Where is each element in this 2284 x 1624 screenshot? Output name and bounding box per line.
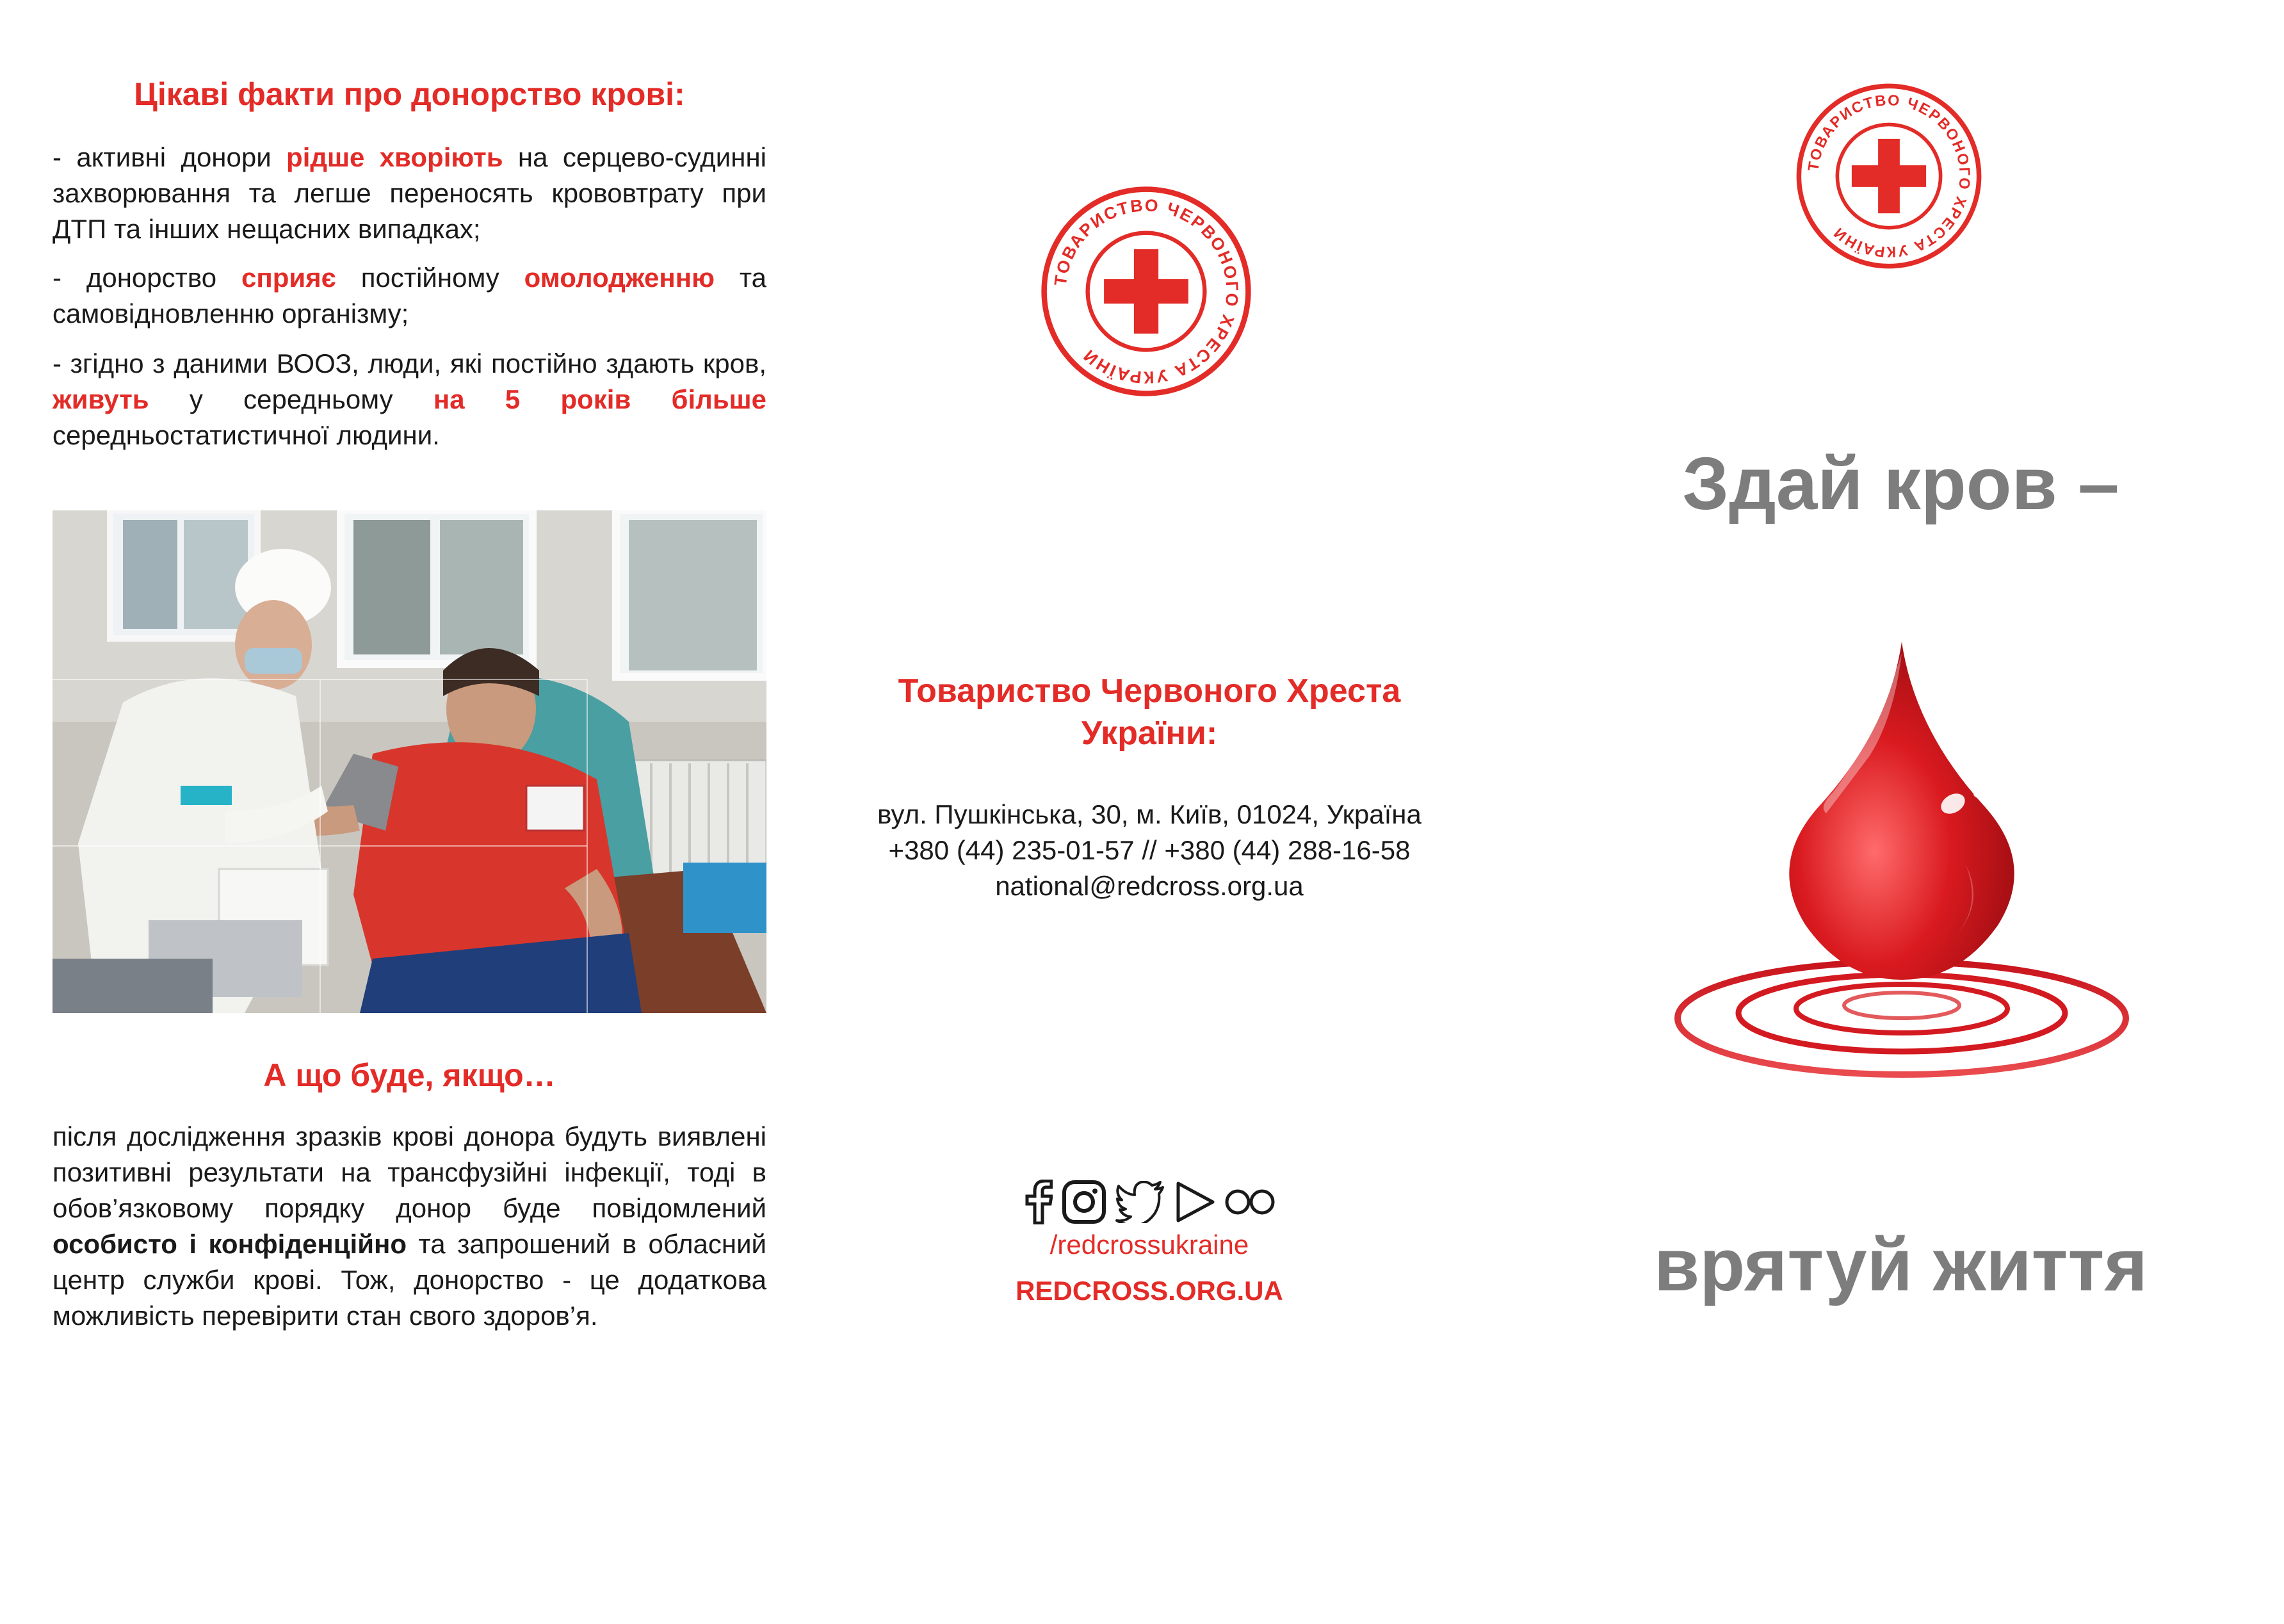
fact-1-highlight: рідше хворіють bbox=[286, 142, 503, 172]
org-title-line2: України: bbox=[1081, 715, 1218, 752]
fact-3-highlight-2: на 5 років більше bbox=[433, 384, 767, 414]
fact-3-text-c: у середньому bbox=[149, 384, 433, 414]
red-cross-stamp-icon bbox=[1793, 80, 1985, 272]
title-line1: Здай кров – bbox=[1682, 442, 2119, 525]
blood-drop-icon bbox=[1665, 634, 2139, 1085]
instagram-icon[interactable] bbox=[1062, 1180, 1106, 1228]
facts-heading: Цікаві факти про донорство крові: bbox=[134, 76, 685, 112]
twitter-icon[interactable] bbox=[1115, 1181, 1165, 1226]
phones: +380 (44) 235-01-57 // +380 (44) 288-16-58 bbox=[888, 835, 1411, 865]
fact-2-highlight-1: сприяє bbox=[241, 263, 336, 293]
fact-1-text-c: на серцево-судинні захворювання та легше переносять крововтрату при ДТП та інших нещасних випадках; bbox=[53, 142, 766, 244]
flickr-icon[interactable] bbox=[1224, 1188, 1276, 1219]
whatif-paragraph bbox=[53, 1119, 766, 1334]
fact-3 bbox=[53, 346, 766, 453]
fact-3-text-a: - згідно з даними ВООЗ, люди, які постійно здають кров, bbox=[53, 348, 766, 378]
website-link[interactable]: REDCROSS.ORG.UA bbox=[1016, 1276, 1283, 1306]
red-cross-stamp-icon bbox=[1037, 183, 1255, 400]
stamp-text: ТОВАРИСТВО ЧЕРВОНОГО ХРЕСТА УКРАЇНИ bbox=[1050, 195, 1242, 387]
stamp-text: ТОВАРИСТВО ЧЕРВОНОГО ХРЕСТА УКРАЇНИ bbox=[1804, 91, 1973, 261]
whatif-text-a: після дослідження зразків крові донора будуть виявлені позитивні результати на трансфузійні інфекції, тоді в обов’язковому порядку донор буде повідомлений bbox=[53, 1121, 766, 1223]
facebook-icon[interactable] bbox=[1023, 1180, 1053, 1228]
blood-donation-photo bbox=[53, 510, 766, 1013]
fact-1-text-a: - активні донори bbox=[53, 142, 287, 172]
youtube-play-icon[interactable] bbox=[1174, 1181, 1215, 1226]
address: вул. Пушкінська, 30, м. Київ, 01024, Україна bbox=[877, 799, 1421, 829]
email[interactable]: national@redcross.org.ua bbox=[995, 871, 1304, 901]
fact-2-text-e: та самовідновленню організму; bbox=[53, 263, 766, 329]
social-handle[interactable]: /redcrossukraine bbox=[1049, 1230, 1249, 1260]
fact-1 bbox=[53, 140, 766, 247]
fact-3-highlight-1: живуть bbox=[53, 384, 149, 414]
whatif-text-c: та запрошений в обласний центр служби крові. Тож, донорство - це додаткова можливість перевірити стан свого здоров’я. bbox=[53, 1229, 766, 1331]
whatif-heading: А що буде, якщо… bbox=[263, 1057, 556, 1093]
fact-2-text-a: - донорство bbox=[53, 263, 241, 293]
whatif-bold: особисто і конфіденційно bbox=[53, 1229, 407, 1259]
fact-2 bbox=[53, 260, 766, 332]
fact-3-text-e: середньостатистичної людини. bbox=[53, 420, 440, 450]
fact-2-text-c: постійному bbox=[336, 263, 524, 293]
middle-panel bbox=[781, 0, 1518, 1624]
left-panel bbox=[0, 0, 781, 1624]
right-panel bbox=[1518, 0, 2284, 1624]
title-line2: врятуй життя bbox=[1654, 1223, 2148, 1306]
fact-2-highlight-2: омолодженню bbox=[524, 263, 715, 293]
social-icons-row bbox=[781, 1180, 1518, 1228]
org-title-line1: Товариство Червоного Хреста bbox=[898, 672, 1401, 710]
